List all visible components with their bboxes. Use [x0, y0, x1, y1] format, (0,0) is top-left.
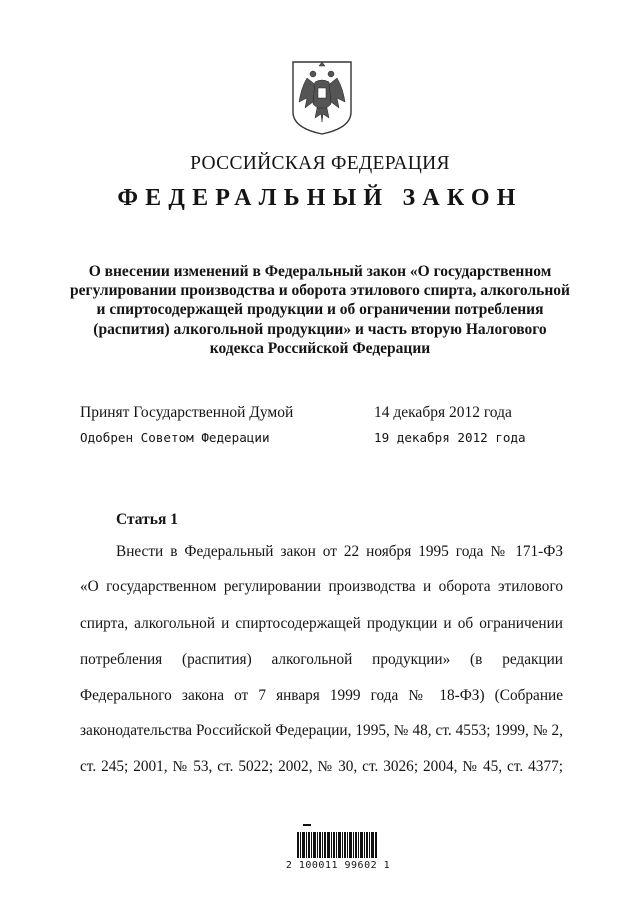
law-title-line: кодекса Российской Федерации — [209, 339, 431, 357]
council-label: Одобрен Советом Федерации — [80, 430, 270, 445]
duma-date: 14 декабря 2012 года — [374, 404, 512, 421]
article-line: потребления (распития) алкогольной продукции» (в редакции — [80, 651, 563, 668]
law-title-line: регулировании производства и оборота этилового спирта, алкогольной — [70, 282, 570, 300]
article-line: Внести в Федеральный закон от 22 ноября 1995 года № 171-ФЗ — [116, 543, 563, 560]
article-line: «О государственном регулировании производства и оборота этилового — [80, 578, 563, 595]
article-line: ст. 245; 2001, № 53, ст. 5022; 2002, № 30, ст. 3026; 2004, № 45, ст. 4377; — [80, 758, 563, 775]
council-date: 19 декабря 2012 года — [374, 430, 526, 445]
law-title-line: и спиртосодержащей продукции и об ограничении потребления — [96, 301, 544, 319]
article-line: Федерального закона от 7 января 1999 года № 18-ФЗ) (Собрание — [80, 687, 563, 704]
article-line: законодательства Российской Федерации, 1995, № 48, ст. 4553; 1999, № 2, — [80, 722, 563, 739]
document-type-heading: ФЕДЕРАЛЬНЫЙ ЗАКОН — [117, 185, 523, 211]
law-title-line: (распития) алкогольной продукции» и часть вторую Налогового — [93, 320, 547, 338]
article-line: спирта, алкогольной и спиртосодержащей продукции и об ограничении — [80, 615, 563, 632]
barcode-icon — [293, 824, 383, 884]
barcode-digits: 2 100011 99602 1 — [285, 860, 391, 871]
duma-label: Принят Государственной Думой — [80, 404, 294, 421]
country-name: РОССИЙСКАЯ ФЕДЕРАЦИЯ — [190, 153, 450, 174]
law-title-line: О внесении изменений в Федеральный закон «О государственном — [88, 263, 552, 280]
article-heading: Статья 1 — [116, 511, 178, 528]
